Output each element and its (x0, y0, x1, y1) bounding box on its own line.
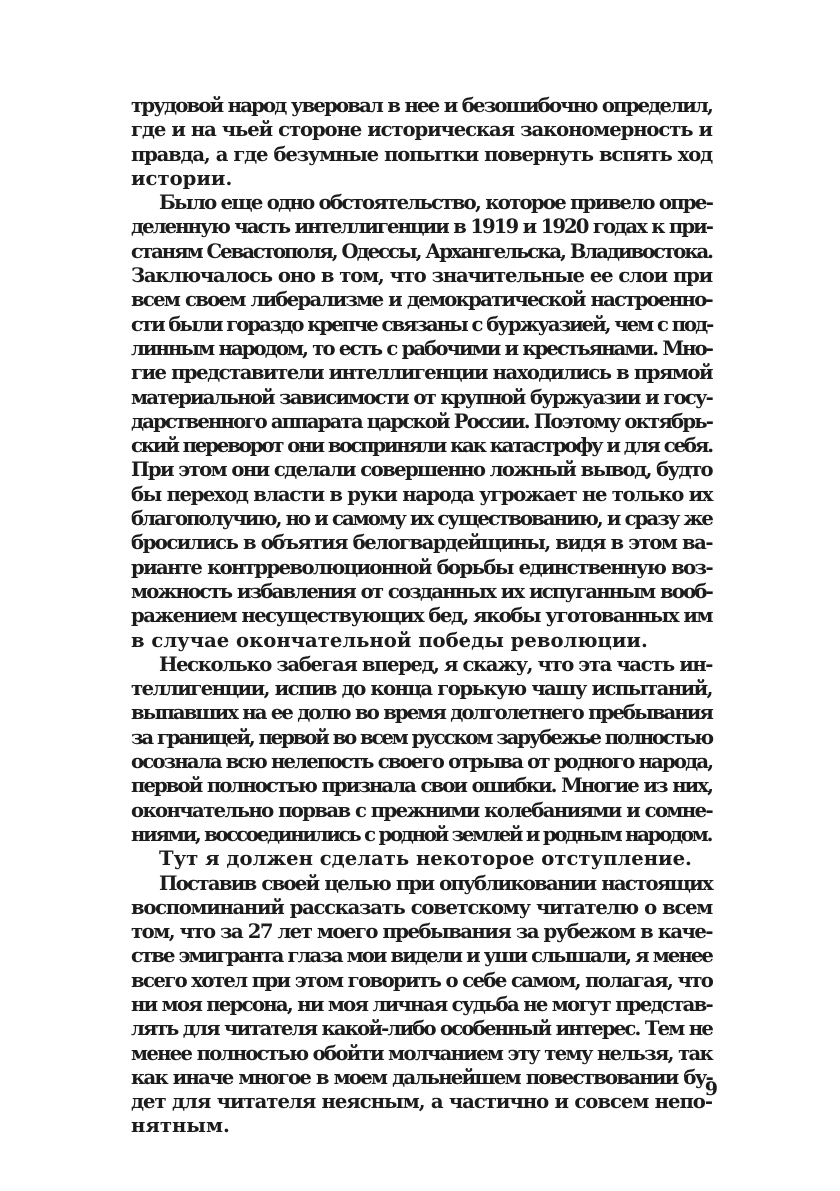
text-line: При этом они сделали совершенно ложный вывод, будто (131, 458, 712, 482)
text-line: ниями, воссоединились с родной землей и родным народом. (131, 822, 712, 846)
text-line: благополучию, но и самому их существованию, и сразу же (131, 507, 712, 531)
text-line: нятным. (131, 1114, 230, 1138)
text-line: гие представители интеллигенции находились в прямой (131, 361, 712, 385)
text-line: воспоминаний рассказать советскому читателю о всем (131, 895, 712, 919)
text-line: Поставив своей целью при опубликовании настоящих (159, 871, 712, 895)
text-line: ражением несуществующих бед, якобы уготованных им (131, 604, 712, 628)
text-line: ский переворот они восприняли как катастрофу и для себя. (131, 434, 712, 458)
text-line: всем своем либерализме и демократической настроенно- (131, 288, 712, 312)
text-line: стве эмигранта глаза мои видели и уши слышали, я менее (131, 944, 712, 968)
text-line: материальной зависимости от крупной буржуазии и госу- (131, 385, 712, 409)
text-line: осознала всю нелепость своего отрыва от родного народа, (131, 750, 713, 774)
text-line: ни моя персона, ни моя личная судьба не могут представ- (131, 992, 712, 1016)
text-line: деленную часть интеллигенции в 1919 и 1920 годах к при- (131, 215, 712, 239)
text-line: где и на чьей стороне историческая закономерность и (131, 118, 712, 142)
text-line: как иначе многое в моем дальнейшем повествовании бу- (131, 1065, 712, 1089)
text-line: истории. (131, 166, 233, 190)
paragraph (131, 191, 712, 653)
text-line: можность избавления от созданных их испуганным вооб- (131, 579, 712, 603)
paragraph (131, 847, 712, 871)
text-line: бы переход власти в руки народа угрожает не только их (131, 482, 712, 506)
text-line: выпавших на ее долю во время долголетнего пребывания (131, 701, 712, 725)
text-line: теллигенции, испив до конца горькую чашу испытаний, (131, 677, 712, 701)
text-line: Было еще одно обстоятельство, которое привело опре- (159, 191, 713, 215)
text-line: бросились в объятия белогвардейщины, видя в этом ва- (131, 531, 712, 555)
text-line: менее полностью обойти молчанием эту тему нельзя, так (131, 1041, 712, 1065)
paragraph (131, 94, 712, 191)
text-line: лять для читателя какой-либо особенный интерес. Тем не (131, 1017, 712, 1041)
text-line: том, что за 27 лет моего пребывания за рубежом в каче- (131, 920, 712, 944)
text-line: окончательно порвав с прежними колебаниями и сомне- (131, 798, 712, 822)
text-line: Тут я должен сделать некоторое отступление. (159, 847, 692, 871)
text-line: в случае окончательной победы революции. (131, 628, 648, 652)
body-text (131, 94, 712, 1139)
text-line: трудовой народ уверовал в нее и безошибочно определил, (131, 94, 712, 117)
text-line: всего хотел при этом говорить о себе самом, полагая, что (131, 968, 713, 992)
text-line: линным народом, то есть с рабочими и крестьянами. Мно- (131, 336, 712, 360)
page-number: 9 (704, 1078, 718, 1100)
text-line: станям Севастополя, Одессы, Архангельска, Владивостока. (131, 239, 712, 263)
text-line: дарственного аппарата царской России. Поэтому октябрь- (131, 409, 713, 433)
text-line: правда, а где безумные попытки повернуть вспять ход (131, 142, 712, 166)
paragraph (131, 653, 712, 847)
text-line: сти были гораздо крепче связаны с буржуазией, чем с под- (131, 312, 713, 336)
paragraph (131, 872, 712, 1139)
text-line: первой полностью признала свои ошибки. Многие из них, (131, 774, 712, 798)
text-line: дет для читателя неясным, а частично и совсем непо- (131, 1090, 712, 1114)
text-line: рианте контрреволюционной борьбы единственную воз- (131, 555, 712, 579)
text-line: Несколько забегая вперед, я скажу, что эта часть ин- (159, 652, 712, 676)
text-line: Заключалось оно в том, что значительные ее слои при (131, 264, 712, 288)
text-line: за границей, первой во всем русском зарубежье полностью (131, 725, 712, 749)
